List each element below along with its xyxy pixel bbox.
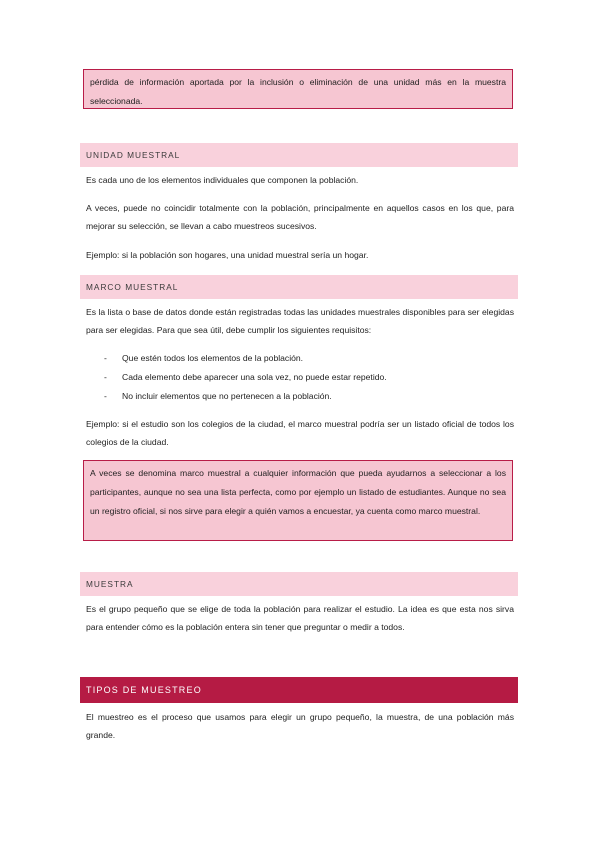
list-item-text: Cada elemento debe aparecer una sola vez, no puede estar repetido. [122, 372, 387, 382]
note-box-marco-text: A veces se denomina marco muestral a cualquier información que pueda ayudarnos a seleccionar a los participantes, aunque no sea una lista perfecta, como por ejemplo un listado de estudiantes. Aunque no sea un registro oficial, si nos sirve para elegir a quién vamos a encuestar, ya cuenta como marco muestral. [90, 468, 506, 516]
paragraph: El muestreo es el proceso que usamos para elegir un grupo pequeño, la muestra, de una población más grande. [86, 712, 514, 740]
paragraph: A veces, puede no coincidir totalmente con la población, principalmente en aquellos casos en los que, para mejorar su selección, se llevan a cabo muestreos sucesivos. [86, 203, 514, 231]
list-item-text: Que estén todos los elementos de la población. [122, 353, 304, 363]
section-heading-text: TIPOS DE MUESTREO [86, 685, 202, 695]
note-box-marco [83, 460, 513, 541]
paragraph: Ejemplo: si el estudio son los colegios de la ciudad, el marco muestral podría ser un listado oficial de todos los colegios de la ciudad. [86, 419, 514, 447]
requirements-list [86, 349, 514, 406]
section-heading-tipos-de-muestreo [80, 677, 518, 703]
section-heading-text: MARCO MUESTRAL [86, 282, 179, 292]
bullet-dash: - [104, 353, 107, 363]
list-item-text: No incluir elementos que no pertenecen a la población. [122, 391, 332, 401]
list-item [86, 349, 514, 368]
section-heading-marco-muestral [80, 275, 518, 299]
section-heading-muestra [80, 572, 518, 596]
paragraph: Es el grupo pequeño que se elige de toda la población para realizar el estudio. La idea es que esta nos sirva para entender cómo es la población entera sin tener que preguntar o medir a todos. [86, 604, 514, 632]
section-heading-text: MUESTRA [86, 579, 134, 589]
list-item [86, 368, 514, 387]
section-heading-unidad-muestral [80, 143, 518, 167]
paragraph: Es la lista o base de datos donde están registradas todas las unidades muestrales disponibles para ser elegidas para ser elegidas. Para que sea útil, debe cumplir los siguientes requisitos: [86, 307, 514, 335]
paragraph: Es cada uno de los elementos individuales que componen la población. [86, 175, 359, 185]
bullet-dash: - [104, 391, 107, 401]
note-box-top-text: pérdida de información aportada por la inclusión o eliminación de una unidad más en la muestra seleccionada. [90, 77, 506, 106]
note-box-top [83, 69, 513, 109]
list-item [86, 387, 514, 406]
section-heading-text: UNIDAD MUESTRAL [86, 150, 181, 160]
bullet-dash: - [104, 372, 107, 382]
paragraph: Ejemplo: si la población son hogares, una unidad muestral sería un hogar. [86, 250, 369, 260]
